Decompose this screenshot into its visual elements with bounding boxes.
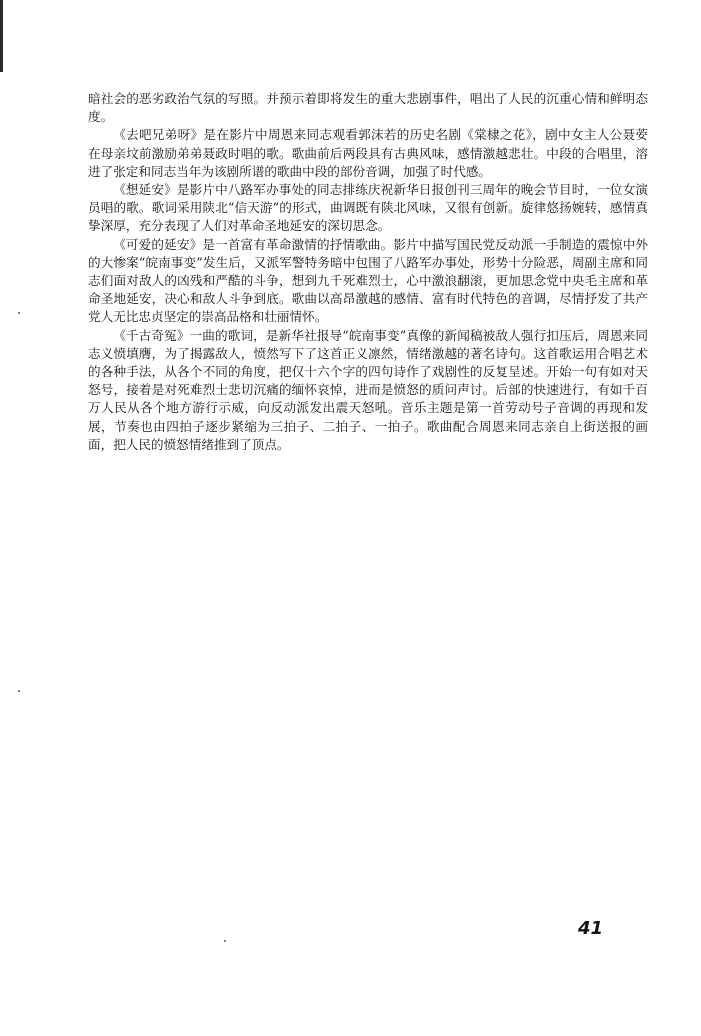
scan-speck [224, 940, 226, 942]
scan-speck [18, 690, 20, 692]
paragraph: 《千古奇冤》一曲的歌词，是新华社报导“皖南事变”真像的新闻稿被敌人强行扣压后，周恩来同志义愤填膺，为了揭露敌人，愤然写下了这首正义凛然，情绪激越的著名诗句。这首歌运用合唱艺术的各种手法，从各个不同的角度，把仅十六个字的四句诗作了戏剧性的反复呈述。开始一句有如对天怒号，接着是对死难烈士悲切沉痛的缅怀哀悼，进而是愤怒的质问声讨。后部的快速进行，有如千百万人民从各个地方游行示威，向反动派发出震天怒吼。音乐主题是第一首劳动号子音调的再现和发展，节奏也由四拍子逐步紧缩为三拍子、二拍子、一拍子。歌曲配合周恩来同志亲自上街送报的画面，把人民的愤怒情绪推到了顶点。 [88, 327, 648, 452]
body-text [88, 90, 648, 454]
paragraph: 《去吧兄弟呀》是在影片中周恩来同志观看郭沫若的历史名剧《棠棣之花》，剧中女主人公聂荌在母亲坟前激励弟弟聂政时唱的歌。歌曲前后两段具有古典风味，感情激越悲壮。中段的合唱里，溶进了张定和同志当年为该剧所谱的歌曲中段的部份音调，加强了时代感。 [88, 127, 648, 179]
scan-edge-mark [0, 0, 3, 72]
paragraph: 《可爱的延安》是一首富有革命激情的抒情歌曲。影片中描写国民党反动派一手制造的震惊中外的大惨案“皖南事变”发生后，又派军警特务暗中包围了八路军办事处，形势十分险恶，周副主席和同志们面对敌人的凶残和严酷的斗争，想到九千死难烈士，心中激浪翻滚，更加思念党中央毛主席和革命圣地延安，决心和敌人斗争到底。歌曲以高昂激越的感情、富有时代特色的音调，尽情抒发了共产党人无比忠贞坚定的崇高品格和壮丽情怀。 [88, 236, 648, 325]
scan-speck [18, 312, 20, 314]
paragraph: 暗社会的恶劣政治气氛的写照。并预示着即将发生的重大悲剧事件，唱出了人民的沉重心情和鲜明态度。 [88, 91, 648, 125]
paragraph: 《想延安》是影片中八路军办事处的同志排练庆祝新华日报创刊三周年的晚会节目时，一位女演员唱的歌。歌词采用陕北“信天游”的形式，曲调既有陕北风味，又很有创新。旋律悠扬婉转，感情真挚深厚，充分表现了人们对革命圣地延安的深切思念。 [88, 182, 648, 234]
page-number: 41 [578, 918, 604, 939]
